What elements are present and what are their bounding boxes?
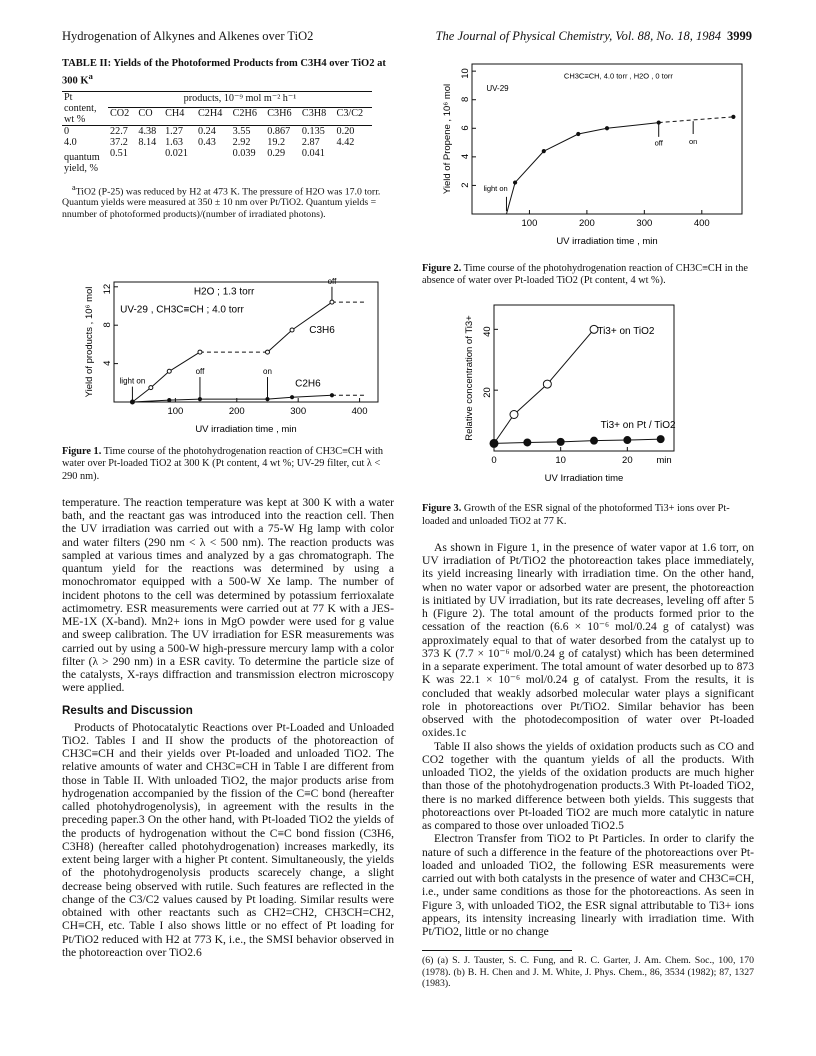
table-cell: 3.55: [232, 125, 251, 137]
section-heading: Results and Discussion: [62, 703, 193, 717]
table-cell: 0.43: [197, 136, 216, 148]
x-tick-label: 400: [351, 406, 368, 418]
annotation-on: on: [263, 367, 272, 377]
data-point: [131, 401, 134, 404]
table-footnote: $^a$TiO2 (P-25) was reduced by H2 at 473 K. The pressure of H2O was 17.0 torr. Quantum yields were measured at 350 ± 10 nm over Pt/TiO2. Quantum yields = nnumber of photoformed products)/(number of irradiated photons).: [62, 182, 381, 220]
y-tick-label: 12: [102, 284, 113, 295]
table-cell: 8.14: [138, 136, 157, 148]
figure-3-caption: [422, 503, 754, 527]
series-segment: [169, 399, 200, 400]
table-caption-text: TABLE II: Yields of the Photoformed Products from C3H4 over TiO2 at 300 K: [62, 58, 386, 87]
table-cell: 0.29: [267, 147, 286, 159]
x-tick-label: 200: [228, 406, 245, 418]
table-row: [62, 125, 372, 137]
annotation-light-on: light on: [119, 376, 146, 386]
journal-citation: The Journal of Physical Chemistry, Vol. 88, No. 18, 1984: [435, 29, 721, 43]
figure-2: [422, 58, 754, 287]
plot-frame: [114, 282, 378, 402]
series-segment: [515, 151, 544, 182]
data-point: [557, 439, 564, 446]
series-label: Ti3+ on TiO2: [597, 326, 655, 338]
table-cell: 1.63: [165, 136, 183, 148]
table-cell: 0.135: [301, 125, 325, 137]
data-point: [167, 370, 171, 374]
data-point: [198, 350, 202, 354]
left-column: [62, 58, 394, 959]
data-point: [542, 150, 545, 153]
data-point: [510, 411, 518, 419]
y-tick-label: 40: [482, 326, 493, 338]
figure-3-label: Figure 3.: [422, 503, 462, 515]
table-col-header: C2H4: [196, 107, 231, 125]
table-footnote-text: TiO2 (P-25) was reduced by H2 at 473 K. The pressure of H2O was 17.0 torr. Quantum yields were measured at 350 ± 10 nm over Pt/TiO2. Quantum yields = nnumber of photoformed products)/(number of irradiated photons).: [62, 185, 381, 220]
data-point: [198, 398, 201, 401]
data-point: [491, 440, 498, 447]
x-tick-label: 200: [578, 218, 595, 229]
series-segment: [292, 396, 332, 398]
table-cell: 4.38: [138, 125, 157, 137]
x-axis-label: UV irradiation time , min: [556, 236, 658, 247]
annotation-off-2: off: [327, 277, 337, 287]
y-axis-label: Relative concentration of Ti3+: [464, 315, 475, 442]
table-row: [62, 137, 372, 148]
paragraph-figure1-discussion: As shown in Figure 1, in the presence of water vapor at 1.6 torr, on UV irradiation of Pt/TiO2 the photoreaction takes place immediately, its yield increasing linearly with irradiation time. On the other hand, when no water vapor or adsorbed water are present, the photoreaction is initiated by UV irradiation, but its rate decreases, leveling off after 5 h (Figure 2). The total amount of the products formed prior to the cessation of the reaction (6.6 × 10⁻⁶ mol/0.24 g of catalyst) was approximately equal to that of water desorbed from the catalyst up to 373 K (7.7 × 10⁻⁶ mol/0.24 g of catalyst) which has been determined in a separate experiment. The total amount of water desorbed up to 873 K was 22.1 × 10⁻⁶ mol/0.24 g of catalyst. From the results, it is concluded that weakly adsorbed molecular water plays a significant role in photoreactions over Pt/TiO2. Similar behavior has been observed with the photodecomposition of water over Pt-loaded oxides.1c: [422, 540, 754, 740]
data-point: [290, 328, 294, 332]
table-body: [62, 125, 372, 174]
series-segment: [527, 442, 560, 443]
paragraph-methods: temperature. The reaction temperature was kept at 300 K with a water bath, and the reactant gas was introduced into the reaction cell. Then the UV irradiation was carried out with a 75-W Hg lamp with color and water filters (290 nm < λ < 500 nm). The reaction products was sampled at various times and analyzed by a gas chromatograph. The quantum yield for the reactions was determined by using a monochromator equipped with a 500-W Xe lamp. The number of incident photons to the cell was determined by potassium ferrioxalate actimometry. ESR measurements were carried out at 77 K with a JES-ME-1X (X-band). Mn2+ ions in MgO powder were used for g value and sweep calibration. The UV irradiation for ESR measurements was carried out by using a 500-W high-pressure mercury lamp with a color filter (λ > 290 nm) in a ESR cavity. To determine the particle size of the catalysts, X-rays diffraction and transmission electron microscopy were applied.: [62, 495, 394, 695]
table-cell: [136, 148, 163, 174]
data-point: [591, 438, 598, 445]
series-segment: [132, 388, 150, 402]
y-tick-label: 4: [102, 360, 113, 367]
figure-1-label: Figure 1.: [62, 446, 102, 458]
table-row-label: quantum yield, %: [64, 151, 100, 174]
table-cell: 0.20: [336, 125, 355, 137]
figure-3-caption-text: Growth of the ESR signal of the photoformed Ti3+ ions over Pt-loaded and unloaded TiO2 at 77 K.: [422, 503, 730, 527]
data-point: [266, 398, 269, 401]
data-point: [605, 127, 608, 130]
figure-2-caption: [422, 263, 754, 287]
y-tick-label: 20: [482, 387, 493, 399]
series-segment: [267, 330, 292, 352]
data-point: [513, 181, 516, 184]
data-point: [168, 399, 171, 402]
table-cell: 19.2: [267, 136, 286, 148]
annotation-reactant: UV-29 , CH3C≡CH ; 4.0 torr: [120, 304, 244, 316]
series-segment: [659, 117, 734, 123]
table-row-label: 0: [64, 125, 70, 137]
table-col-header: C2H6: [231, 107, 266, 125]
data-point: [149, 386, 153, 390]
table-cell: 0.24: [197, 125, 216, 137]
table-cell: 37.2: [110, 136, 128, 148]
x-tick-label: min: [656, 455, 672, 467]
data-point: [624, 437, 631, 444]
series-segment: [607, 123, 659, 129]
figure-1: [62, 262, 394, 483]
table-caption: [62, 58, 394, 88]
y-tick-label: 2: [460, 182, 471, 188]
data-point: [657, 436, 664, 443]
data-point: [732, 115, 735, 118]
table-row-label: 4.0: [64, 136, 77, 148]
y-tick-label: 4: [460, 153, 471, 160]
table-col-head-pt: Pt content, wt %: [62, 91, 108, 125]
reference-6: (6) (a) S. J. Tauster, S. C. Fung, and R. C. Garter, J. Am. Chem. Soc., 100, 170 (1978). (b) B. H. Chen and J. M. White, J. Phys. Chem., 86, 3534 (1982); 87, 1327 (1983).: [422, 955, 754, 990]
running-header-title: Hydrogenation of Alkynes and Alkenes over TiO2: [62, 29, 314, 43]
figure-1-caption-text: Time course of the photohydrogenation reaction of CH3C≡CH with water over Pt-loaded TiO2 at 300 K (Pt content, 4 wt %; UV-29 filter, cut λ < 290 nm).: [62, 446, 384, 482]
annotation-off: off: [195, 367, 205, 377]
table-cell: 0.039: [232, 147, 256, 159]
table-col-head-span: products, 10⁻⁹ mol m⁻² h⁻¹: [108, 91, 372, 107]
paragraph-products: Products of Photocatalytic Reactions over Pt-Loaded and Unloaded TiO2. Tables I and II show the products of the photoreaction of CH3C≡CH and their yields over Pt-loaded and unloaded TiO2. The relative amounts of water and CH3C≡CH in Table I are different from those in Table II. With unloaded TiO2, the major products arise from hydrogenation accompanied by the fission of the C≡C bond (hereafter called photohydrogenolysis), in agreement with the results in the preceding paper.3 On the other hand, with Pt-loaded TiO2 the yields of the products of hydrogenation without the C≡C bond fission (C3H6, C3H8) (hereafter called photohydrogenation) increases markedly, its extent being larger with a higher Pt content. Simultaneously, the yields of the photohydrogenolysis products scarecely change, a slight decrease being observed with rutile. Such features are reflected in the change of the C3/C2 values caused by Pt loading. Similar results were obtained with other reactants such as CH2=CH2, CH3CH=CH2, CH≡CH, etc. Table I also shows little or no effect of Pt loading for Pt/TiO2 reduced with H2 at 773 K, i.e., the SMSI behavior observed in the photoreaction over TiO2.6: [62, 720, 394, 959]
table-cell: 22.7: [110, 125, 128, 137]
running-header-journal: [436, 29, 752, 44]
references: [422, 950, 754, 990]
table-row: [62, 148, 372, 174]
table-col-header: C3H6: [265, 107, 300, 125]
table-cell: 1.27: [165, 125, 183, 137]
x-tick-label: 100: [521, 218, 538, 229]
table-col-header: CO2: [108, 107, 136, 125]
y-axis-label: Yield of products , 10⁶ mol: [84, 286, 95, 398]
series-segment: [578, 128, 607, 134]
table-caption-sup: a: [88, 71, 93, 81]
x-tick-label: 400: [693, 218, 710, 229]
x-axis-label: UV irradiation time , min: [195, 424, 297, 436]
y-axis-label: Yield of Propene , 10⁶ mol: [442, 83, 453, 195]
x-axis-label: UV Irradiation time: [544, 473, 624, 485]
series-segment: [547, 330, 594, 385]
page-number: 3999: [727, 29, 752, 43]
data-point: [330, 300, 334, 304]
table-cell: [196, 148, 231, 174]
series-label: C3H6: [309, 325, 335, 337]
paragraph-oxidation: Table II also shows the yields of oxidation products such as CO and CO2 together with the quantum yields of all the products. With unloaded TiO2, the yields of the oxidation products are much higher than those of the photohydrogenation products.3 With Pt-loaded TiO2, there is no marked difference between both yields. This suggests that photoreactions over Pt-loaded TiO2 are much more catalytic in nature as compared to those over unloaded TiO2.5: [422, 739, 754, 833]
data-point: [330, 394, 333, 397]
table-cell: [335, 148, 372, 174]
x-tick-label: 10: [555, 455, 566, 467]
data-point: [577, 132, 580, 135]
table-cell: 2.92: [232, 136, 251, 148]
y-tick-label: 8: [102, 322, 113, 328]
data-point: [543, 380, 551, 388]
figure-2-caption-text: Time course of the photohydrogenation reaction of CH3C≡CH in the absence of water over Pt-loaded TiO2 (Pt content, 4 wt %).: [422, 263, 748, 287]
series-segment: [514, 384, 547, 414]
x-tick-label: 0: [491, 455, 497, 467]
table-header-row: [62, 107, 372, 125]
annotation-on: on: [688, 137, 698, 146]
data-point: [524, 439, 531, 446]
series-segment: [544, 134, 578, 151]
figure-3: [422, 299, 754, 527]
series-label: C2H6: [295, 378, 321, 390]
table-col-header: CO: [136, 107, 163, 125]
table-2: [62, 58, 394, 220]
series-segment: [506, 183, 515, 214]
figure-1-caption: [62, 446, 394, 483]
series-segment: [494, 443, 527, 444]
table-col-header: C3/C2: [335, 107, 372, 125]
table-col-header: CH4: [163, 107, 196, 125]
annotation-water: H2O ; 1.3 torr: [193, 286, 255, 298]
yields-table: [62, 91, 372, 174]
annotation-filter: UV-29: [486, 84, 509, 94]
table-cell: 0.021: [165, 147, 188, 159]
table-cell: 0.867: [267, 125, 291, 137]
figure-2-label: Figure 2.: [422, 263, 462, 274]
table-cell: 2.87: [301, 136, 320, 148]
y-tick-label: 6: [460, 125, 471, 131]
annotation-off: off: [654, 138, 663, 148]
table-cell: 4.42: [336, 136, 355, 148]
table-col-header: C3H8: [300, 107, 335, 125]
x-tick-label: 300: [290, 406, 307, 418]
y-tick-label: 10: [460, 68, 471, 79]
paragraph-electron-transfer: Electron Transfer from TiO2 to Pt Particles. In order to clarify the nature of such a difference in the feature of the photoreactions over Pt-loaded and unloaded TiO2, the following ESR measurements were carried out with both catalysts in the presence of water and CH3C≡CH, i.e., under same conditions as those for the photoreactions. As seen in Figure 3, with unloaded TiO2, the ESR signal attributable to Ti3+ ions appears, its intensity increasing linearly with irradiation time. With Pt/TiO2, little or no change: [422, 832, 754, 939]
x-tick-label: 100: [167, 406, 184, 418]
series-segment: [627, 440, 660, 441]
data-point: [657, 121, 660, 124]
series-label: Ti3+ on Pt / TiO2: [600, 420, 676, 432]
data-point: [290, 396, 293, 399]
series-segment: [267, 397, 292, 399]
x-tick-label: 20: [622, 455, 633, 467]
x-tick-label: 300: [636, 218, 653, 229]
data-point: [265, 350, 269, 354]
figure-2-chart: [422, 58, 754, 256]
series-segment: [561, 441, 594, 442]
series-segment: [594, 440, 627, 441]
annotation-conditions: CH3C≡CH, 4.0 torr , H2O , 0 torr: [563, 71, 673, 81]
series-segment: [494, 415, 514, 444]
figure-1-chart: [62, 262, 394, 442]
table-cell: 0.51: [110, 147, 128, 159]
annotation-light-on: light on: [483, 184, 508, 194]
figure-3-chart: [422, 299, 754, 491]
y-tick-label: 8: [460, 96, 471, 103]
right-column: [422, 58, 754, 990]
series-segment: [151, 372, 169, 388]
table-cell: 0.041: [301, 147, 325, 159]
